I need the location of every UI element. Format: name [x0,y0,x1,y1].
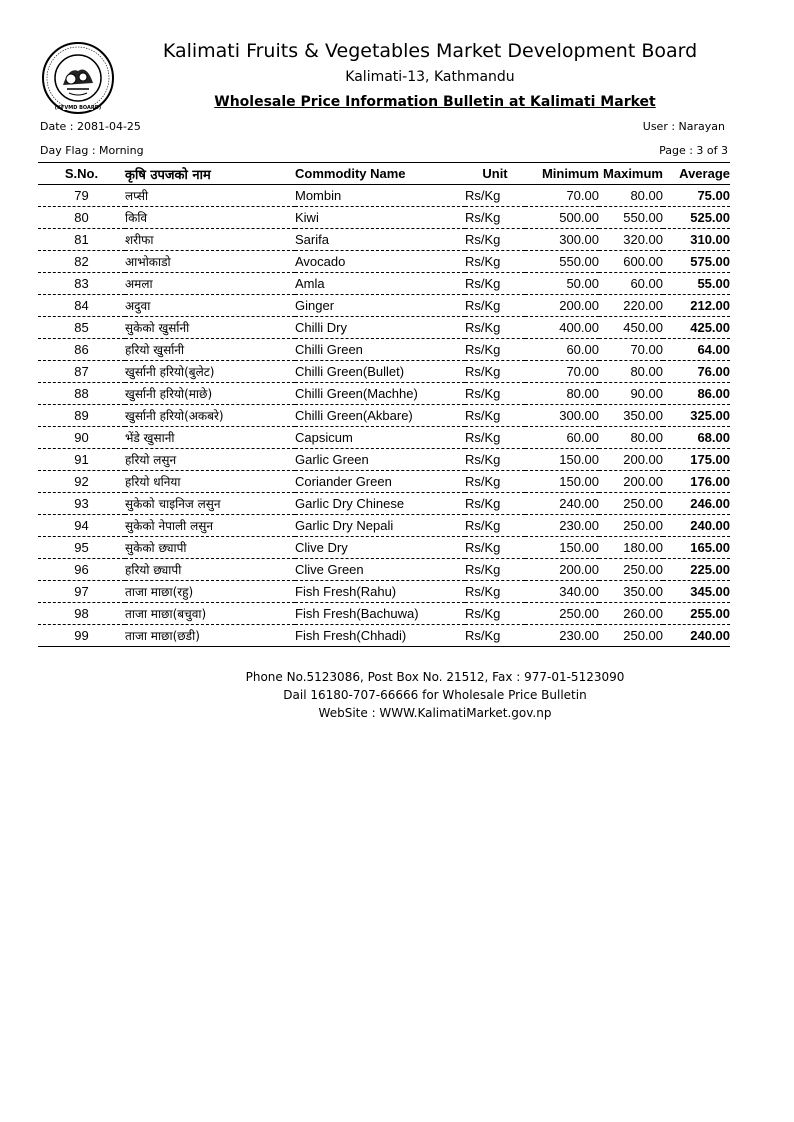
cell-maximum: 220.00 [599,295,663,317]
cell-minimum: 150.00 [525,471,599,493]
cell-commodity-name: Fish Fresh(Chhadi) [295,625,465,647]
cell-minimum: 150.00 [525,449,599,471]
cell-unit: Rs/Kg [465,361,525,383]
table-row [38,405,730,427]
table-row [38,185,730,207]
cell-maximum: 180.00 [599,537,663,559]
table-row [38,317,730,339]
bulletin-user: User : Narayan [642,120,725,133]
board-title: Kalimati Fruits & Vegetables Market Development Board [162,40,698,62]
cell-sno: 97 [38,581,125,603]
cell-commodity-name: Fish Fresh(Bachuwa) [295,603,465,625]
cell-sno: 87 [38,361,125,383]
cell-nepali-name: ताजा माछा(छडी) [125,625,295,647]
cell-minimum: 300.00 [525,405,599,427]
cell-sno: 99 [38,625,125,647]
cell-unit: Rs/Kg [465,427,525,449]
cell-minimum: 400.00 [525,317,599,339]
cell-maximum: 80.00 [599,185,663,207]
cell-unit: Rs/Kg [465,449,525,471]
table-row [38,383,730,405]
cell-average: 55.00 [663,273,730,295]
cell-sno: 88 [38,383,125,405]
price-rows [38,185,730,647]
cell-average: 240.00 [663,515,730,537]
cell-minimum: 200.00 [525,559,599,581]
cell-maximum: 90.00 [599,383,663,405]
cell-maximum: 70.00 [599,339,663,361]
cell-sno: 92 [38,471,125,493]
cell-nepali-name: लप्सी [125,185,295,207]
cell-unit: Rs/Kg [465,207,525,229]
cell-average: 246.00 [663,493,730,515]
cell-average: 425.00 [663,317,730,339]
cell-nepali-name: खुर्सानी हरियो(अकबरे) [125,405,295,427]
bulletin-date: Date : 2081-04-25 [40,120,141,133]
cell-maximum: 600.00 [599,251,663,273]
cell-sno: 90 [38,427,125,449]
cell-maximum: 200.00 [599,471,663,493]
board-address: Kalimati-13, Kathmandu [345,69,515,85]
cell-unit: Rs/Kg [465,471,525,493]
cell-commodity-name: Clive Green [295,559,465,581]
cell-maximum: 200.00 [599,449,663,471]
cell-commodity-name: Chilli Green(Machhe) [295,383,465,405]
cell-average: 310.00 [663,229,730,251]
cell-nepali-name: हरियो खुर्सानी [125,339,295,361]
cell-minimum: 230.00 [525,515,599,537]
cell-sno: 93 [38,493,125,515]
table-row [38,449,730,471]
cell-average: 225.00 [663,559,730,581]
cell-average: 86.00 [663,383,730,405]
cell-unit: Rs/Kg [465,185,525,207]
bulletin-heading: Wholesale Price Information Bulletin at Kalimati Market [214,94,656,110]
cell-maximum: 250.00 [599,559,663,581]
cell-nepali-name: सुकेको नेपाली लसुन [125,515,295,537]
cell-maximum: 350.00 [599,581,663,603]
table-row [38,625,730,647]
col-sno: S.No. [38,163,125,185]
table-row [38,251,730,273]
cell-minimum: 70.00 [525,361,599,383]
cell-commodity-name: Amla [295,273,465,295]
cell-sno: 80 [38,207,125,229]
cell-nepali-name: खुर्सानी हरियो(माछे) [125,383,295,405]
cell-nepali-name: अदुवा [125,295,295,317]
cell-commodity-name: Garlic Dry Chinese [295,493,465,515]
cell-commodity-name: Ginger [295,295,465,317]
cell-nepali-name: ताजा माछा(बचुवा) [125,603,295,625]
cell-nepali-name: आभोकाडो [125,251,295,273]
cell-nepali-name: भेंडे खुसानी [125,427,295,449]
cell-minimum: 550.00 [525,251,599,273]
col-commodity-name: Commodity Name [295,163,465,185]
cell-average: 575.00 [663,251,730,273]
cell-sno: 98 [38,603,125,625]
table-row [38,493,730,515]
cell-nepali-name: ताजा माछा(रहु) [125,581,295,603]
cell-maximum: 320.00 [599,229,663,251]
cell-sno: 89 [38,405,125,427]
table-row [38,581,730,603]
day-flag: Day Flag : Morning [40,144,144,157]
cell-average: 75.00 [663,185,730,207]
cell-unit: Rs/Kg [465,581,525,603]
cell-average: 525.00 [663,207,730,229]
cell-maximum: 450.00 [599,317,663,339]
cell-nepali-name: हरियो लसुन [125,449,295,471]
cell-minimum: 240.00 [525,493,599,515]
table-row [38,361,730,383]
cell-minimum: 70.00 [525,185,599,207]
table-row [38,603,730,625]
cell-unit: Rs/Kg [465,251,525,273]
cell-nepali-name: सुकेको खुर्सानी [125,317,295,339]
price-table [38,162,730,647]
cell-minimum: 250.00 [525,603,599,625]
cell-commodity-name: Kiwi [295,207,465,229]
cell-minimum: 80.00 [525,383,599,405]
cell-nepali-name: हरियो छ्यापी [125,559,295,581]
cell-sno: 95 [38,537,125,559]
cell-maximum: 60.00 [599,273,663,295]
cell-sno: 85 [38,317,125,339]
cell-nepali-name: सुकेको छ्यापी [125,537,295,559]
footer-dial: Dail 16180-707-66666 for Wholesale Price Bulletin [283,688,587,702]
cell-maximum: 250.00 [599,625,663,647]
cell-minimum: 340.00 [525,581,599,603]
table-row [38,229,730,251]
cell-minimum: 230.00 [525,625,599,647]
kalimati-board-logo [41,41,115,115]
cell-unit: Rs/Kg [465,537,525,559]
cell-unit: Rs/Kg [465,295,525,317]
cell-sno: 81 [38,229,125,251]
table-row [38,515,730,537]
cell-average: 255.00 [663,603,730,625]
cell-average: 240.00 [663,625,730,647]
cell-commodity-name: Clive Dry [295,537,465,559]
cell-commodity-name: Chilli Green(Akbare) [295,405,465,427]
cell-commodity-name: Chilli Green [295,339,465,361]
cell-unit: Rs/Kg [465,383,525,405]
cell-sno: 79 [38,185,125,207]
cell-nepali-name: अमला [125,273,295,295]
cell-average: 165.00 [663,537,730,559]
cell-unit: Rs/Kg [465,317,525,339]
cell-minimum: 50.00 [525,273,599,295]
cell-maximum: 350.00 [599,405,663,427]
cell-average: 212.00 [663,295,730,317]
table-row [38,559,730,581]
col-unit: Unit [465,163,525,185]
cell-commodity-name: Mombin [295,185,465,207]
cell-average: 64.00 [663,339,730,361]
table-row [38,471,730,493]
cell-sno: 82 [38,251,125,273]
cell-nepali-name: शरीफा [125,229,295,251]
cell-sno: 94 [38,515,125,537]
cell-minimum: 150.00 [525,537,599,559]
cell-commodity-name: Chilli Green(Bullet) [295,361,465,383]
cell-minimum: 200.00 [525,295,599,317]
table-row [38,207,730,229]
col-nepali-name: कृषि उपजको नाम [125,163,295,185]
cell-nepali-name: किवि [125,207,295,229]
cell-minimum: 60.00 [525,427,599,449]
cell-unit: Rs/Kg [465,229,525,251]
cell-sno: 91 [38,449,125,471]
cell-maximum: 260.00 [599,603,663,625]
cell-commodity-name: Coriander Green [295,471,465,493]
cell-nepali-name: सुकेको चाइनिज लसुन [125,493,295,515]
cell-commodity-name: Garlic Dry Nepali [295,515,465,537]
table-row [38,273,730,295]
cell-nepali-name: खुर्सानी हरियो(बुलेट) [125,361,295,383]
cell-maximum: 250.00 [599,515,663,537]
cell-unit: Rs/Kg [465,625,525,647]
cell-sno: 83 [38,273,125,295]
table-row [38,537,730,559]
cell-maximum: 80.00 [599,361,663,383]
cell-average: 175.00 [663,449,730,471]
cell-average: 68.00 [663,427,730,449]
page-number: Page : 3 of 3 [659,144,728,157]
cell-maximum: 80.00 [599,427,663,449]
col-minimum: Minimum [525,163,599,185]
table-header-row [38,163,730,185]
cell-minimum: 300.00 [525,229,599,251]
footer-website: WebSite : WWW.KalimatiMarket.gov.np [318,706,552,720]
footer-contact: Phone No.5123086, Post Box No. 21512, Fax : 977-01-5123090 [245,670,625,684]
svg-text:(KFVMD BOARD): (KFVMD BOARD) [54,105,102,111]
table-row [38,295,730,317]
cell-unit: Rs/Kg [465,603,525,625]
col-maximum: Maximum [599,163,663,185]
cell-average: 345.00 [663,581,730,603]
cell-unit: Rs/Kg [465,273,525,295]
cell-commodity-name: Capsicum [295,427,465,449]
table-row [38,427,730,449]
cell-unit: Rs/Kg [465,559,525,581]
cell-sno: 84 [38,295,125,317]
cell-unit: Rs/Kg [465,405,525,427]
cell-commodity-name: Garlic Green [295,449,465,471]
cell-average: 325.00 [663,405,730,427]
cell-sno: 96 [38,559,125,581]
cell-commodity-name: Sarifa [295,229,465,251]
cell-nepali-name: हरियो धनिया [125,471,295,493]
cell-maximum: 250.00 [599,493,663,515]
cell-commodity-name: Chilli Dry [295,317,465,339]
cell-unit: Rs/Kg [465,493,525,515]
cell-average: 176.00 [663,471,730,493]
cell-average: 76.00 [663,361,730,383]
cell-maximum: 550.00 [599,207,663,229]
col-average: Average [663,163,730,185]
cell-sno: 86 [38,339,125,361]
table-row [38,339,730,361]
cell-minimum: 500.00 [525,207,599,229]
cell-commodity-name: Avocado [295,251,465,273]
cell-unit: Rs/Kg [465,515,525,537]
cell-minimum: 60.00 [525,339,599,361]
cell-commodity-name: Fish Fresh(Rahu) [295,581,465,603]
cell-unit: Rs/Kg [465,339,525,361]
